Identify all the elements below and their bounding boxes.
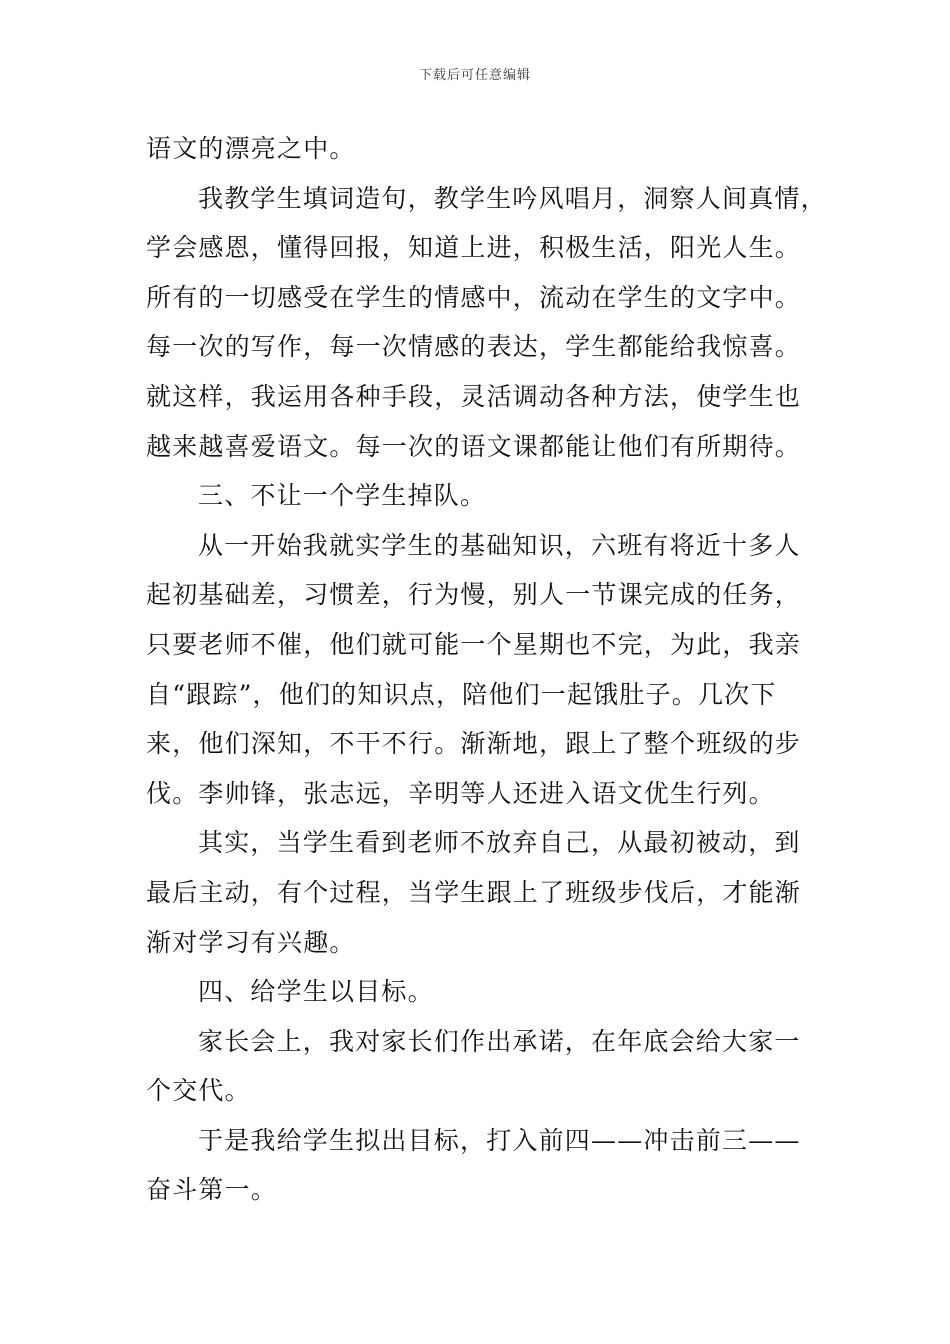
text-line: 越来越喜爱语文。每一次的语文课都能让他们有所期待。 <box>146 431 802 461</box>
text-line: 我教学生填词造句，教学生吟风唱月，洞察人间真情， <box>198 183 827 213</box>
text-line: 奋斗第一。 <box>146 1175 278 1205</box>
text-line: 于是我给学生拟出目标，打入前四——冲击前三—— <box>198 1125 801 1155</box>
text-line: 个交代。 <box>146 1076 251 1106</box>
text-line: 伐。李帅锋，张志远，辛明等人还进入语文优生行列。 <box>146 778 775 808</box>
text-line: 从一开始我就实学生的基础知识，六班有将近十多人 <box>198 530 801 560</box>
text-line: 家长会上，我对家长们作出承诺，在年底会给大家一 <box>198 1026 801 1056</box>
text-line: 语文的漂亮之中。 <box>146 134 356 163</box>
text-line: 最后主动，有个过程，当学生跟上了班级步伐后，才能渐 <box>146 877 802 907</box>
document-body <box>146 124 826 1215</box>
section-heading: 四、给学生以目标。 <box>198 977 434 1007</box>
text-line: 起初基础差，习惯差，行为慢，别人一节课完成的任务， <box>146 580 802 610</box>
text-line: 来，他们深知，不干不行。渐渐地，跟上了整个班级的步 <box>146 729 802 759</box>
page-header: 下载后可任意编辑 <box>418 68 531 83</box>
text-line: 渐对学习有兴趣。 <box>146 927 356 957</box>
section-heading: 三、不让一个学生掉队。 <box>198 481 487 511</box>
text-line: 学会感恩，懂得回报，知道上进，积极生活，阳光人生。 <box>146 233 802 263</box>
text-line: 自“跟踪”，他们的知识点，陪他们一起饿肚子。几次下 <box>146 679 777 709</box>
text-line: 所有的一切感受在学生的情感中，流动在学生的文字中。 <box>146 282 802 312</box>
text-line: 就这样，我运用各种手段，灵活调动各种方法，使学生也 <box>146 381 802 411</box>
text-line: 只要老师不催，他们就可能一个星期也不完，为此，我亲 <box>146 629 802 659</box>
text-line: 其实，当学生看到老师不放弃自己，从最初被动，到 <box>198 828 801 858</box>
text-line: 每一次的写作，每一次情感的表达，学生都能给我惊喜。 <box>146 332 802 362</box>
